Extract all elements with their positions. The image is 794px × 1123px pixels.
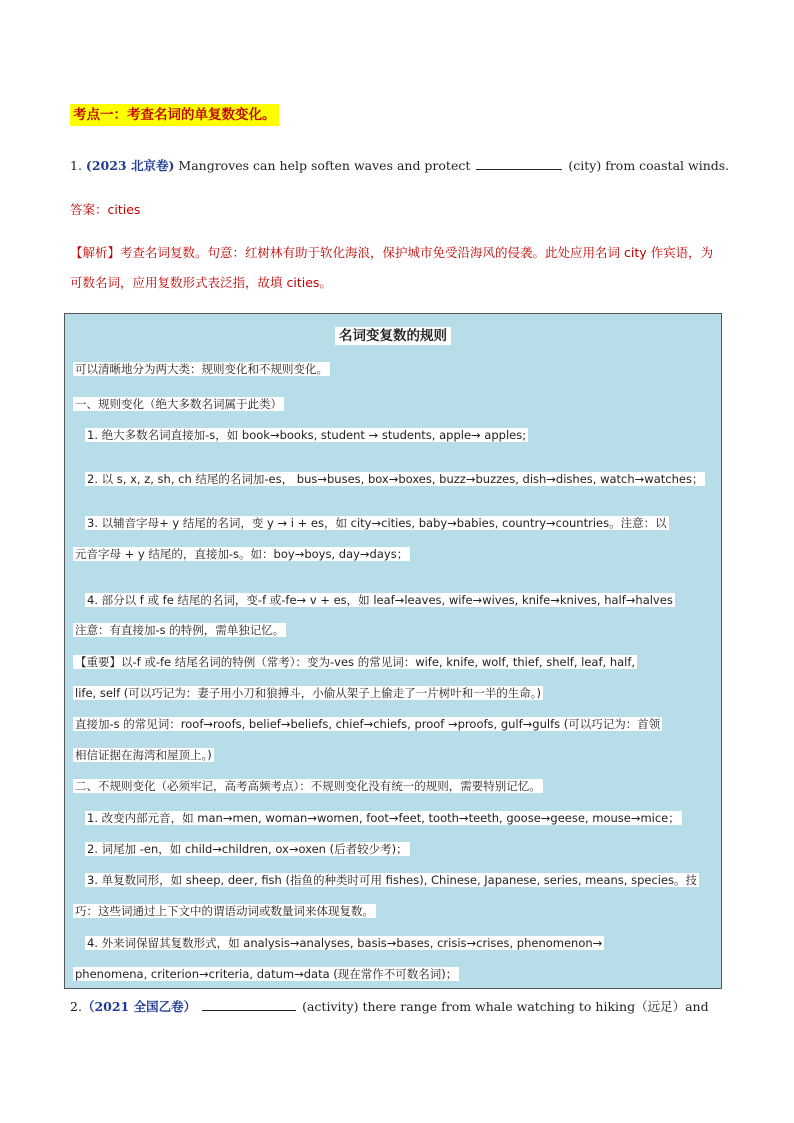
rules-title: 名词变复数的规则 — [65, 324, 721, 348]
rules-line: 1. 绝大多数名词直接加-s，如 book→books, student → students, apple→ apples; — [87, 428, 527, 442]
explanation-text: 考查名词复数。句意：红树林有助于软化海浪，保护城市免受沿海风的侵袭。此处应用名词 city 作宾语，为可数名词，应用复数形式表泛指，故填 cities。 — [70, 245, 714, 290]
question-source: （2021 全国乙卷） — [81, 999, 197, 1014]
rules-line: 二、不规则变化（必须牢记，高考高频考点）：不规则变化没有统一的规则，需要特别记忆。 — [75, 779, 541, 793]
rules-line: 注意：有直接加-s 的特例，需单独记忆。 — [75, 623, 285, 637]
question-text: Mangroves can help soften waves and protect — [178, 158, 471, 173]
explanation-tag: 【解析】 — [70, 245, 121, 260]
question-1 — [70, 155, 729, 176]
question-number: 1. — [70, 158, 82, 173]
rules-line: 相信证据在海湾和屋顶上。) — [75, 748, 212, 762]
question-2 — [70, 996, 724, 1017]
rules-box — [64, 313, 722, 989]
answer-blank[interactable] — [202, 996, 296, 1011]
question-source: (2023 北京卷) — [85, 158, 175, 173]
rules-line: phenomena, criterion→criteria, datum→data (现在常作不可数名词)； — [75, 967, 458, 981]
question-text: (activity) there range from whale watching to hiking（远足）and — [302, 999, 709, 1014]
section-heading: 考点一：考查名词的单复数变化。 — [70, 104, 279, 126]
rules-line: 4. 部分以 f 或 fe 结尾的名词，变-f 或-fe→ v + es，如 leaf→leaves, wife→wives, knife→knives, half→halves — [87, 593, 673, 607]
answer-blank[interactable] — [476, 155, 562, 170]
rules-line: life, self (可以巧记为：妻子用小刀和狼搏斗，小偷从架子上偷走了一片树叶和一半的生命。) — [75, 686, 542, 700]
explanation — [70, 238, 724, 298]
answer-line: 答案：cities — [70, 202, 141, 217]
rules-line: 3. 单复数同形，如 sheep, deer, fish (指鱼的种类时可用 fishes), Chinese, Japanese, series, means, species。技 — [87, 873, 698, 887]
rules-line: 元音字母 + y 结尾的，直接加-s。如：boy→boys, day→days； — [75, 547, 409, 561]
rules-line: 【重要】以-f 或-fe 结尾名词的特例（常考）：变为-ves 的常见词：wife, knife, wolf, thief, shelf, leaf, half, — [75, 655, 636, 669]
question-number: 2. — [70, 999, 82, 1014]
question-hint: (city) from coastal winds. — [568, 158, 730, 173]
rules-line: 3. 以辅音字母+ y 结尾的名词，变 y → i + es，如 city→cities, baby→babies, country→countries。注意：以 — [87, 516, 667, 530]
rules-line: 4. 外来词保留其复数形式，如 analysis→analyses, basis→bases, crisis→crises, phenomenon→ — [87, 936, 603, 950]
rules-line: 可以清晰地分为两大类：规则变化和不规则变化。 — [75, 362, 328, 376]
rules-line: 巧：这些词通过上下文中的谓语动词或数量词来体现复数。 — [75, 904, 374, 918]
rules-line: 2. 词尾加 -en，如 child→children, ox→oxen (后者较少考)； — [87, 842, 408, 856]
rules-line: 1. 改变内部元音，如 man→men, woman→women, foot→feet, tooth→teeth, goose→geese, mouse→mice； — [87, 811, 680, 825]
rules-line: 一、规则变化（绝大多数名词属于此类） — [75, 397, 282, 411]
rules-line: 2. 以 s, x, z, sh, ch 结尾的名词加-es， bus→buses, box→boxes, buzz→buzzes, dish→dishes, watch→watches； — [87, 472, 704, 486]
rules-line: 直接加-s 的常见词：roof→roofs, belief→beliefs, chief→chiefs, proof →proofs, gulf→gulfs (可以巧记为：首领 — [75, 717, 661, 731]
